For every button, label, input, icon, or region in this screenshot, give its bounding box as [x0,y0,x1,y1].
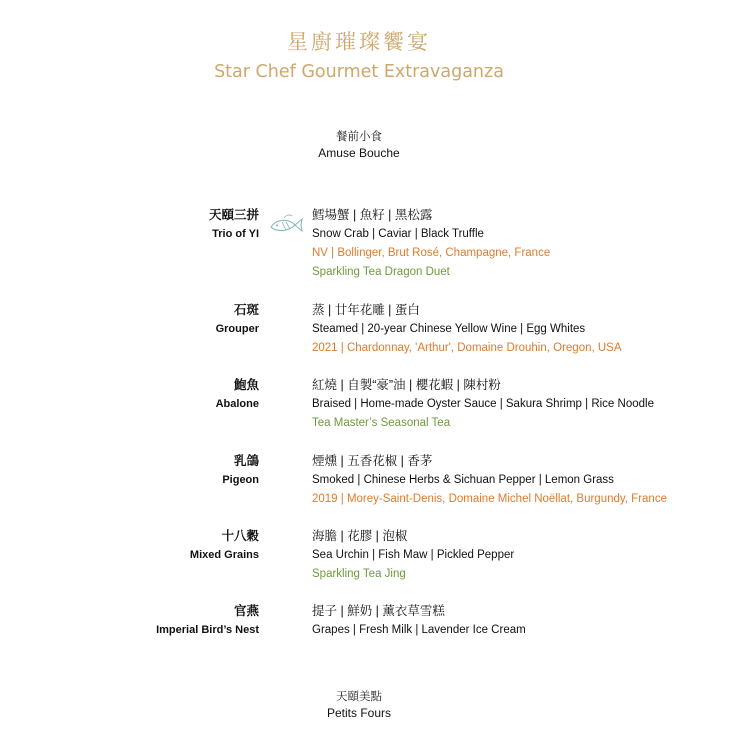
wine-pairing: 2021 | Chardonnay, 'Arthur', Domaine Drouhin, Oregon, USA [312,342,622,354]
fish-icon [268,211,304,239]
wine-pairing: NV | Bollinger, Brut Rosé, Champagne, France [312,247,551,259]
course-name-en: Trio of YI [212,228,259,240]
dish-zh: 海膽 | 花膠 | 泡椒 [312,529,408,543]
course-name-zh: 十八穀 [221,529,259,543]
menu-title-zh: 星廚璀璨饗宴 [287,30,431,54]
wine-pairing: 2019 | Morey-Saint-Denis, Domaine Michel Noëllat, Burgundy, France [312,493,667,505]
tea-pairing: Sparkling Tea Dragon Duet [312,266,450,278]
course-name-zh: 官燕 [233,604,259,618]
dish-zh: 紅燒 | 自製“豪”油 | 櫻花蝦 | 陳村粉 [312,378,501,392]
dish-en: Grapes | Fresh Milk | Lavender Ice Cream [312,624,526,636]
dish-zh: 煙燻 | 五香花椒 | 香茅 [312,454,433,468]
dish-en: Braised | Home-made Oyster Sauce | Sakura Shrimp | Rice Noodle [312,398,654,410]
menu-title-en: Star Chef Gourmet Extravaganza [214,62,504,82]
amuse-bouche-zh: 餐前小食 [336,131,382,143]
petits-fours-en: Petits Fours [326,706,392,720]
dish-zh: 鱈場蟹 | 魚籽 | 黑松露 [312,208,433,222]
dish-zh: 提子 | 鮮奶 | 薰衣草雪糕 [312,604,445,618]
course-name-en: Abalone [215,398,259,410]
course-name-zh: 石斑 [233,303,259,317]
course-name-zh: 鮑魚 [233,378,259,392]
course-name-en: Mixed Grains [189,549,259,561]
course-name-en: Pigeon [222,474,259,486]
course-name-zh: 乳鴿 [233,454,259,468]
course-name-zh: 天頤三拼 [208,208,259,222]
dish-en: Snow Crab | Caviar | Black Truffle [312,228,484,240]
dish-zh: 蒸 | 廿年花雕 | 蛋白 [312,303,420,317]
tea-pairing: Tea Master’s Seasonal Tea [312,417,451,429]
dish-en: Smoked | Chinese Herbs & Sichuan Pepper | Lemon Grass [312,474,614,486]
dish-en: Sea Urchin | Fish Maw | Pickled Pepper [312,549,515,561]
course-name-en: Grouper [215,323,259,335]
dish-en: Steamed | 20-year Chinese Yellow Wine | Egg Whites [312,323,586,335]
course-name-en: Imperial Bird’s Nest [156,624,259,636]
petits-fours-zh: 天頤美點 [336,691,382,703]
amuse-bouche-en: Amuse Bouche [318,146,400,160]
tea-pairing: Sparkling Tea Jing [312,568,406,580]
